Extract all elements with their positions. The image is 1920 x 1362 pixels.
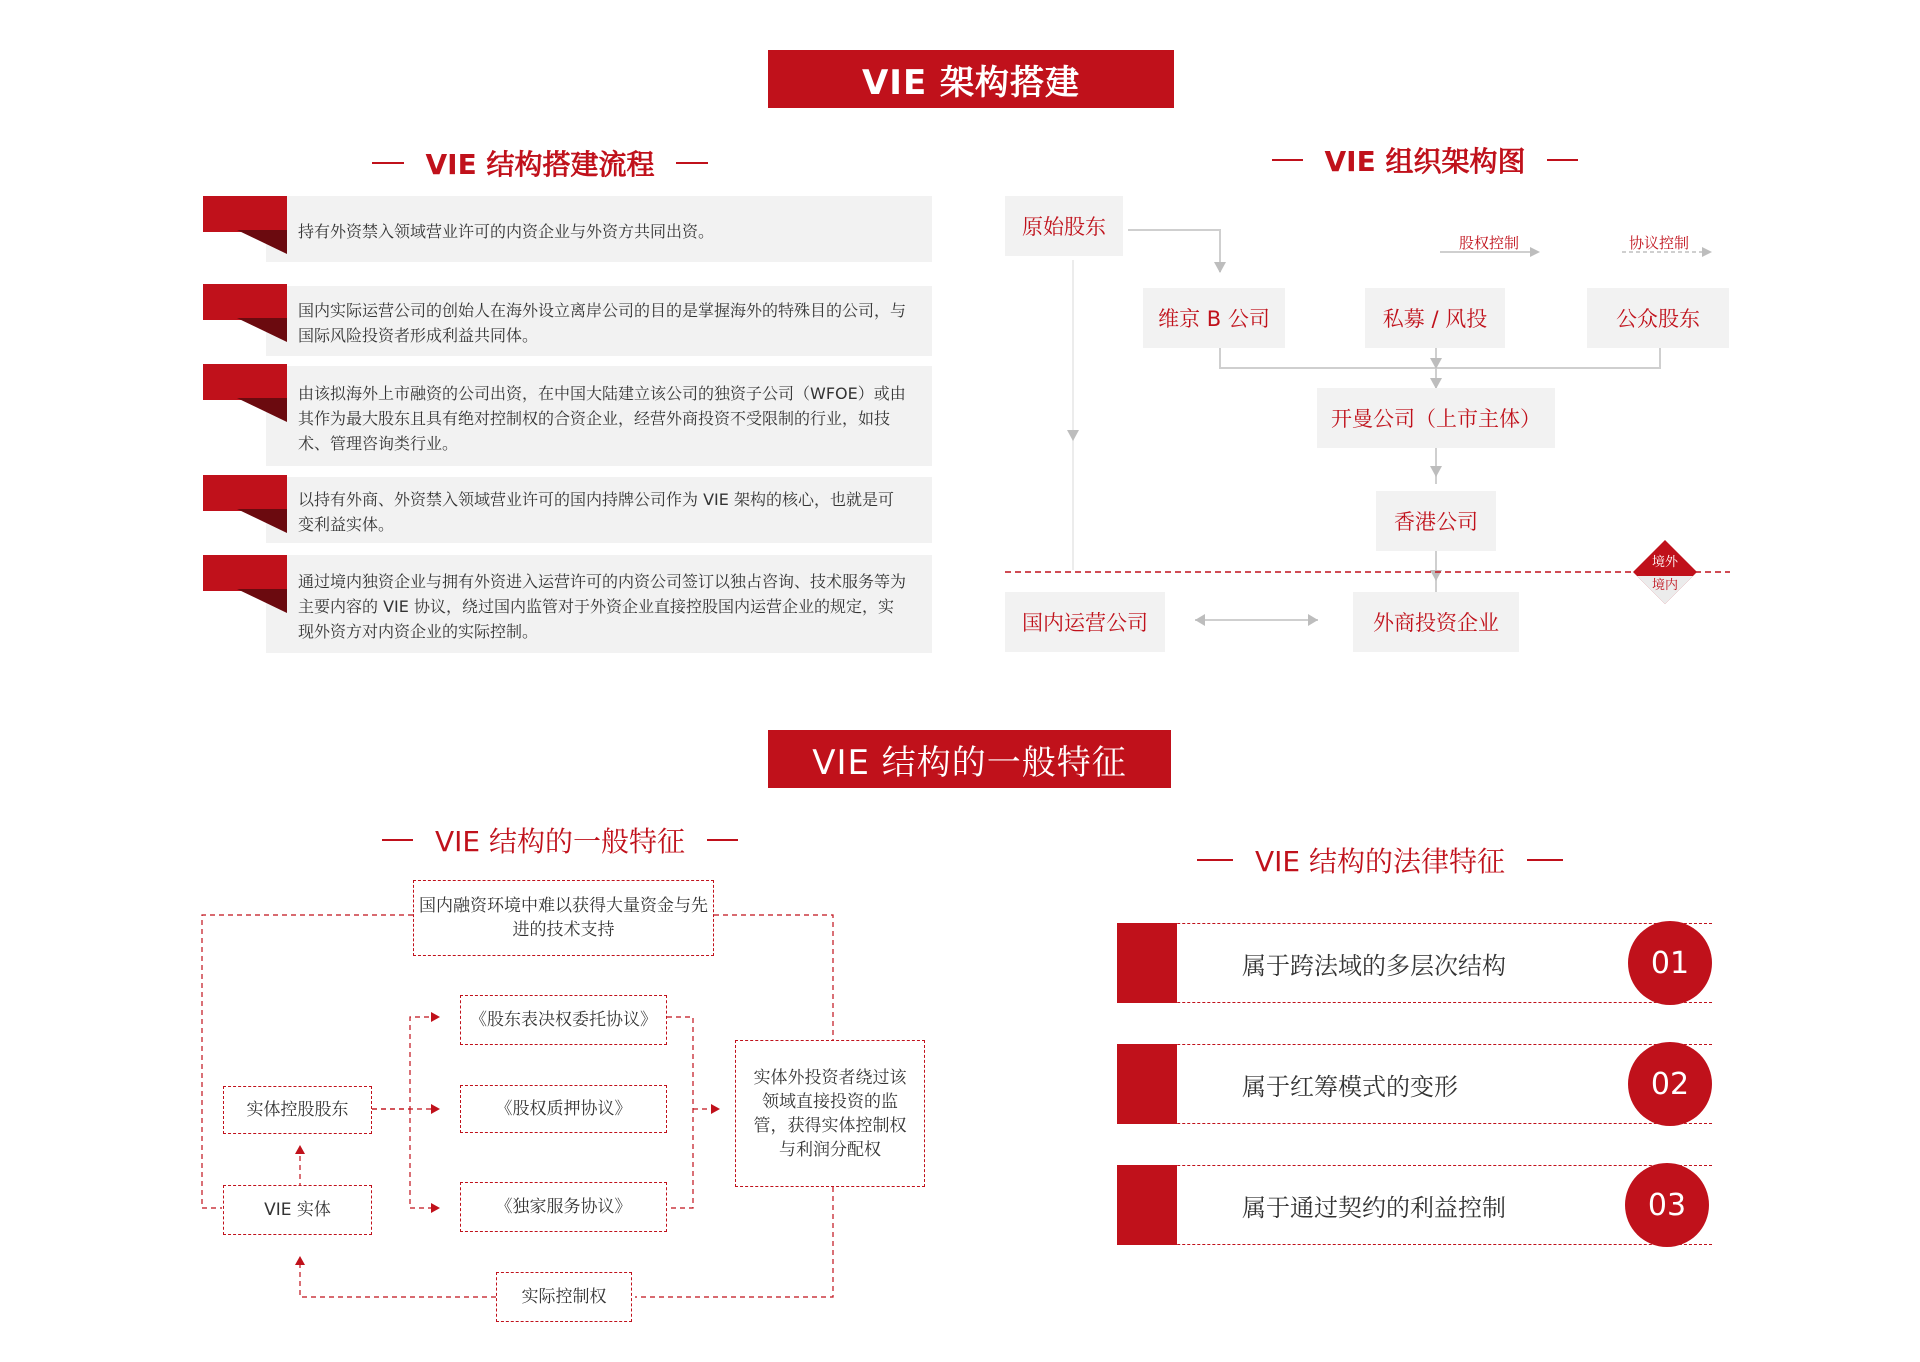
org-box-label: 私募 / 风投: [1382, 307, 1488, 331]
org-box-label: 原始股东: [1022, 215, 1106, 239]
step-text: 以持有外商、外资禁入领域营业许可的国内持牌公司作为 VIE 架构的核心，也就是可变利益实体。: [298, 490, 894, 534]
offshore-label: 境外: [1651, 555, 1678, 570]
org-box-label: 维京 B 公司: [1158, 307, 1270, 331]
step-text: 通过境内独资企业与拥有外资进入运营许可的内资公司签订以独占咨询、技术服务等为主要内容的 VIE 协议，绕过国内监管对于外资企业直接控股国内运营企业的规定，实现外资方对内资企业的实际控制。: [298, 571, 907, 641]
section1-banner-text: VIE 架构搭建: [861, 62, 1081, 103]
org-cayman: [1317, 388, 1555, 448]
feature-box-text: 实体控股股东: [246, 1100, 349, 1120]
arrow-head: [1430, 466, 1442, 477]
legal-row-marker: [1117, 1044, 1177, 1124]
legal-row-text: 属于通过契约的利益控制: [1242, 1193, 1506, 1222]
arrow-head: [1067, 430, 1079, 441]
feature-box-text: 《股东表决权委托协议》: [470, 1010, 657, 1030]
arrow-head: [711, 1104, 720, 1114]
feature-box-text: 《股权质押协议》: [495, 1099, 632, 1119]
arrow-head: [295, 1145, 305, 1154]
legal-row-text: 属于跨法域的多层次结构: [1242, 951, 1506, 980]
connector-line: [1128, 230, 1220, 272]
org-weijing-b: [1143, 288, 1285, 348]
feature-top-box: [413, 880, 714, 956]
connector-line: [202, 915, 413, 1208]
legal-row-number: 01: [1628, 921, 1712, 1005]
org-box-label: 外商投资企业: [1373, 611, 1499, 635]
legal-row-text: 属于红筹模式的变形: [1242, 1072, 1458, 1101]
connector-line: [372, 1017, 433, 1109]
title-rule-right: [707, 839, 738, 841]
arrow-head: [1308, 614, 1318, 626]
feature-vie-box: [223, 1185, 372, 1235]
connector-line: [714, 915, 833, 1042]
general-title-text: VIE 结构的一般特征: [434, 825, 685, 858]
feature-box-text: VIE 实体: [264, 1200, 331, 1220]
step-text: 持有外资禁入领域营业许可的内资企业与外资方共同出资。: [298, 221, 715, 241]
arrow-head: [431, 1104, 440, 1114]
arrow-head: [1530, 247, 1540, 257]
feature-box-text: 实体外投资者绕过该领域直接投资的监管，获得实体控制权与利润分配权: [753, 1067, 907, 1160]
title-rule-left: [382, 839, 413, 841]
arrow-head: [295, 1256, 305, 1265]
general-title: [360, 820, 760, 860]
feature-box-text: 《独家服务协议》: [495, 1197, 632, 1217]
agreement-service: [460, 1182, 667, 1232]
legal-row-marker: [1117, 923, 1177, 1003]
org-wfoe: [1353, 592, 1519, 652]
agreement-pledge: [460, 1085, 667, 1133]
legend-equity-label: 股权控制: [1459, 234, 1520, 252]
org-box-label: 公众股东: [1616, 307, 1700, 331]
feature-box-text: 实际控制权: [521, 1287, 607, 1307]
legend-agreement-label: 协议控制: [1629, 234, 1690, 252]
feature-box-text: 国内融资环境中难以获得大量资金与先进的技术支持: [419, 896, 708, 940]
legal-row-number: 03: [1625, 1163, 1709, 1247]
arrow-head: [431, 1012, 440, 1022]
legal-row-number: 02: [1628, 1042, 1712, 1126]
title-rule-left: [1197, 859, 1233, 861]
step-text: 由该拟海外上市融资的公司出资，在中国大陆建立该公司的独资子公司（WFOE）或由其作为最大股东且具有绝对控制权的合资企业，经营外商投资不受限制的行业，如技术、管理咨询类行业。: [298, 383, 906, 453]
title-rule-right: [1527, 859, 1563, 861]
section2-banner-text: VIE 结构的一般特征: [812, 742, 1127, 783]
feature-bottom-box: [496, 1272, 632, 1322]
arrow-head: [1214, 262, 1226, 273]
org-domestic-op: [1005, 592, 1165, 652]
connector-line: [300, 1263, 496, 1297]
step-text: 国内实际运营公司的创始人在海外设立离岸公司的目的是掌握海外的特殊目的公司，与国际风险投资者形成利益共同体。: [298, 301, 907, 345]
legal-row-marker: [1117, 1165, 1177, 1245]
org-box-label: 国内运营公司: [1022, 611, 1148, 635]
org-original-shareholders: [1005, 196, 1123, 256]
feature-holder-box: [223, 1086, 372, 1134]
org-title-text: VIE 组织架构图: [1324, 145, 1526, 178]
org-pe-vc: [1365, 288, 1505, 348]
agreement-voting: [460, 995, 667, 1045]
legal-title-text: VIE 结构的法律特征: [1254, 845, 1505, 878]
onshore-label: 境内: [1651, 578, 1678, 593]
org-public-shareholders: [1587, 288, 1729, 348]
arrow-head: [1702, 247, 1712, 257]
section2-banner: [768, 730, 1171, 788]
process-title-text: VIE 结构搭建流程: [425, 148, 655, 181]
arrow-head: [431, 1203, 440, 1213]
org-hk-company: [1376, 491, 1496, 551]
feature-right-box: [735, 1040, 925, 1187]
arrow-head: [1195, 614, 1205, 626]
legal-title: [1170, 840, 1590, 880]
connector-line: [667, 1017, 693, 1208]
org-box-label: 开曼公司（上市主体）: [1331, 407, 1541, 431]
connector-line: [410, 1109, 433, 1208]
org-box-label: 香港公司: [1394, 510, 1478, 534]
